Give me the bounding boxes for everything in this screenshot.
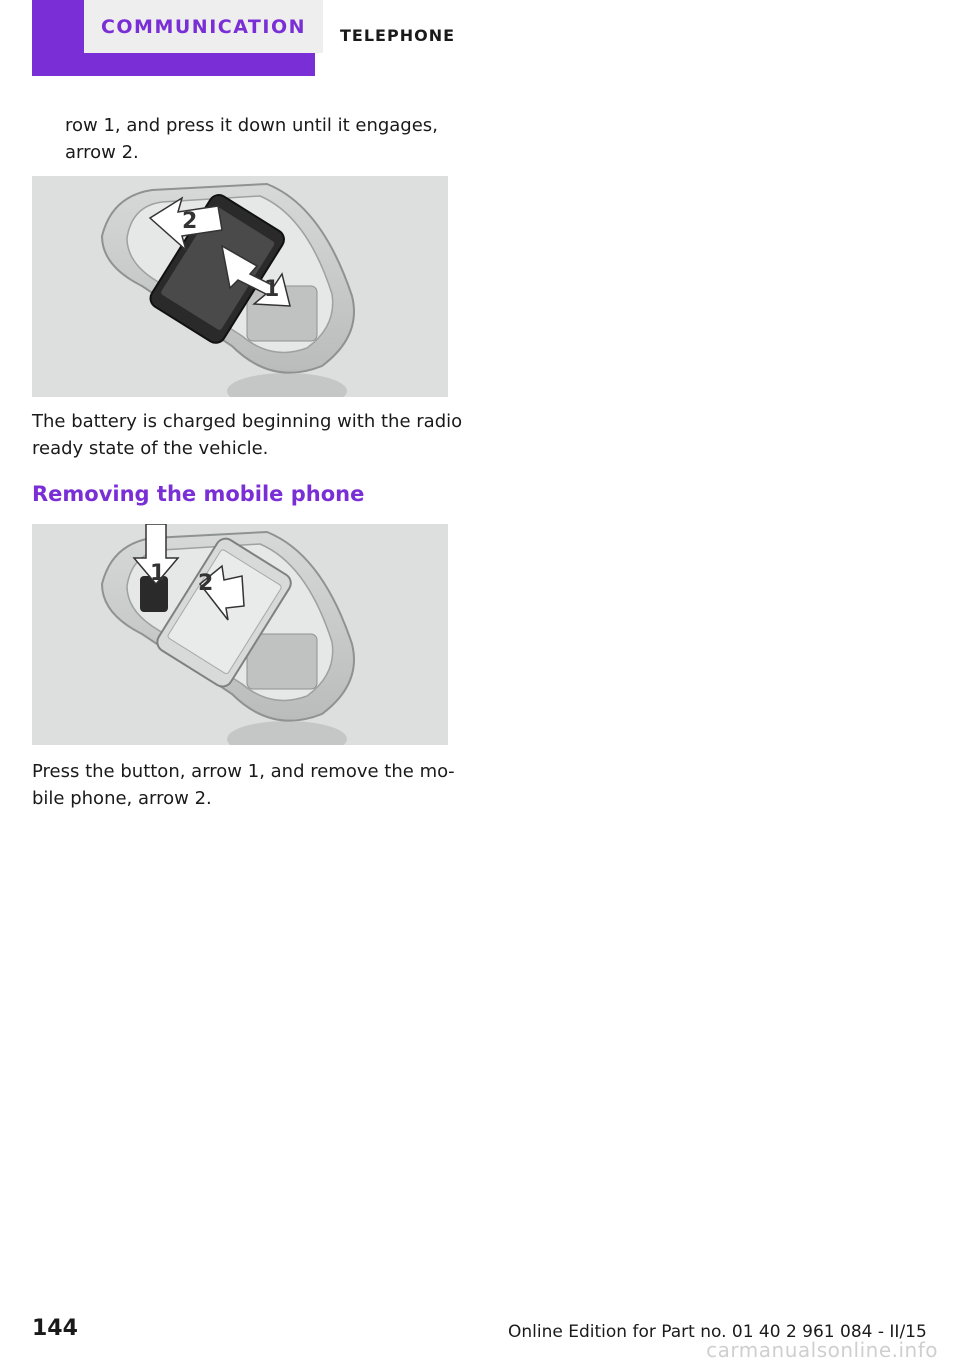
arrow-1-label: 1	[264, 277, 280, 302]
section-tab	[32, 0, 315, 76]
section-heading: Removing the mobile phone	[32, 482, 365, 506]
insert-phone-drawing	[32, 176, 448, 397]
remove-phone-illustration	[32, 524, 448, 745]
arrow-1-label: 1	[150, 561, 166, 586]
section-title: COMMUNICATION	[100, 15, 307, 38]
remove-text-line-1: Press the button, arrow 1, and remove the mo‐	[32, 761, 455, 782]
chapter-title: TELEPHONE	[340, 26, 456, 45]
battery-text	[32, 408, 462, 462]
continued-text	[65, 112, 438, 166]
continued-text-line-2: arrow 2.	[65, 142, 139, 163]
battery-text-line-2: ready state of the vehicle.	[32, 438, 269, 459]
watermark: carmanualsonline.info	[706, 1338, 938, 1362]
arrow-2-label: 2	[198, 571, 214, 596]
continued-text-line-1: row 1, and press it down until it engages,	[65, 115, 438, 136]
insert-phone-illustration	[32, 176, 448, 397]
cradle-clip	[247, 634, 317, 689]
remove-text	[32, 758, 455, 812]
page-number: 144	[32, 1316, 78, 1341]
section-tab-label-box	[84, 0, 323, 53]
arrow-2-label: 2	[182, 209, 198, 234]
remove-text-line-2: bile phone, arrow 2.	[32, 788, 212, 809]
battery-text-line-1: The battery is charged beginning with the radio	[32, 411, 463, 432]
edition-footer: Online Edition for Part no. 01 40 2 961 084 - II/15	[508, 1322, 927, 1342]
remove-phone-drawing	[32, 524, 448, 745]
